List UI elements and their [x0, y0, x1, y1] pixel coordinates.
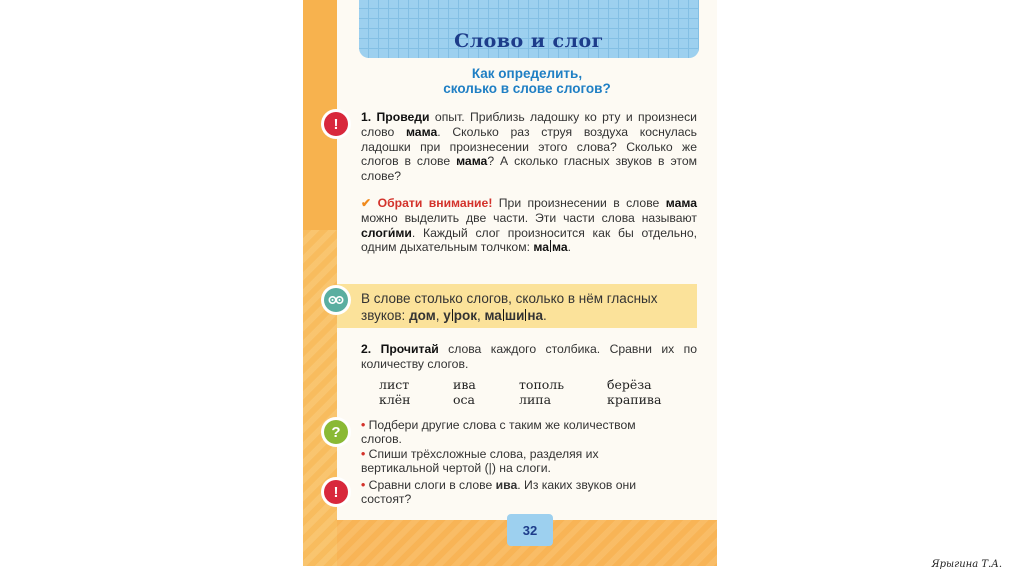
rule-text: В слове столько слогов, сколько в нём гласных звуков: дом, у рок, ма ши на. — [361, 291, 658, 323]
task-1: 1. Проведи опыт. Приблизь ладошку ко рту и произнеси слово мама. Сколько раз струя воздуха коснулась ладошки при произнесении этого слова? Сколько же слогов в слове мама? А сколько гласных звуков в этом слове? — [361, 110, 698, 184]
word-cell: ива — [453, 377, 476, 392]
lesson-question-line1: Как определить, — [471, 66, 583, 81]
attention-note: ✔ Обрати внимание! При произнесении в слове мама можно выделить две части. Эти части слова называют слоги́ми. Каждый слог произносится как бы отдельно, одним дыхательным толчком: ма ма. — [361, 196, 698, 255]
task-1-lead: Проведи — [376, 110, 430, 124]
task-2: 2. Прочитай слова каждого столбика. Сравни их по количеству слогов. — [361, 342, 697, 371]
title-banner — [359, 0, 699, 58]
bullet-item: • Сравни слоги в слове ива. Из каких звуков они состоят? — [361, 478, 637, 507]
word-cell: лист — [379, 377, 410, 392]
page-content — [337, 0, 717, 520]
bullet-item: • Спиши трёхсложные слова, разделяя их вертикальной чертой (|) на слоги. — [361, 447, 599, 476]
owl-icon — [324, 288, 348, 312]
exclamation-icon: ! — [324, 480, 348, 504]
attention-label: Обрати внимание! — [377, 196, 493, 210]
word-cell: крапива — [607, 392, 662, 407]
textbook-page — [303, 0, 717, 566]
lesson-question-line2: сколько в слове слогов? — [443, 81, 611, 96]
syllable-divider — [550, 240, 551, 252]
word-cell: тополь — [519, 377, 565, 392]
rule-box — [337, 284, 697, 328]
word-cell: оса — [453, 392, 475, 407]
task-2-lead: Прочитай — [380, 342, 439, 356]
page-title: Слово и слог — [454, 30, 604, 52]
checkmark-icon: ✔ — [361, 196, 372, 210]
bullet-dot: • — [361, 447, 366, 461]
bullet-dot: • — [361, 478, 366, 492]
bullet-item: • Подбери другие слова с таким же количеством слогов. — [361, 418, 636, 447]
task-2-number: 2. — [361, 342, 372, 356]
word-cell: липа — [519, 392, 552, 407]
owl-eyes-icon — [328, 294, 344, 306]
author-credit: Ярыгина Т.А. — [931, 559, 1002, 570]
bullet-dot: • — [361, 418, 366, 432]
lesson-question — [337, 66, 717, 96]
word-cell: берёза — [607, 377, 652, 392]
word-columns — [379, 377, 679, 407]
page-number: 32 — [507, 514, 553, 546]
word-cell: клён — [379, 392, 411, 407]
task-1-number: 1. — [361, 110, 372, 124]
exclamation-icon: ! — [324, 112, 348, 136]
question-icon: ? — [324, 420, 348, 444]
